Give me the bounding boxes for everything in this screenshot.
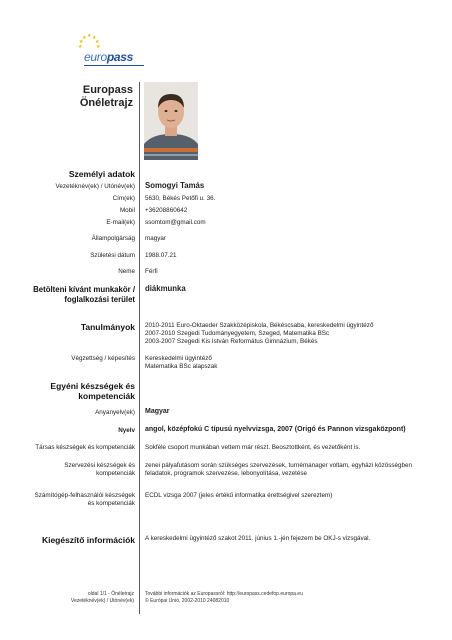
email-value[interactable]: ssomtom@gmail.com	[145, 219, 206, 226]
birth-label: Születési dátum	[90, 252, 135, 259]
org-skills-value: zenei pályafutásom során szükséges szervezések, turnémanager voltam, egyházi közösségben feladatok, programok szervezése, lebonyolítása, vezetése	[145, 462, 413, 477]
address-value: 5630, Békés Petőfi u. 36.	[145, 195, 216, 202]
qualification-list: Kereskedelmi ügyintéző Matematika BSc alapszak	[145, 355, 218, 370]
org-skills-label: Szervezési készségek és kompetenciák	[64, 462, 135, 477]
document-title: Europass Önéletrajz	[79, 84, 133, 109]
language-label: Nyelv	[118, 427, 135, 434]
mobile-label: Mobil	[119, 207, 135, 214]
name-label: Vezetéknév(ek) / Utónév(ek)	[55, 183, 135, 190]
nationality-label: Állampolgárság	[91, 235, 135, 242]
it-skills-label: Számítógép-felhasználói készségek és kompetenciák	[34, 492, 135, 507]
europass-logo	[78, 34, 148, 68]
gender-value: Férfi	[145, 268, 158, 275]
address-label: Cím(ek)	[112, 195, 135, 202]
mother-tongue-value: Magyar	[145, 408, 170, 415]
desired-job-value: diákmunka	[145, 284, 186, 293]
language-value: angol, középfokú C típusú nyelvvizsga, 2007 (Origó és Pannon vizsgaközpont)	[145, 426, 406, 433]
logo-underline	[84, 65, 144, 66]
gender-label: Neme	[118, 268, 135, 275]
social-skills-value: Sokféle csoport munkában vettem már részt. Beosztottként, és vezetőként is.	[145, 444, 361, 451]
birth-value: 1988.07.21	[145, 252, 177, 259]
extra-info-label: Kiegészítő információk	[41, 535, 135, 545]
mother-tongue-label: Anyanyelv(ek)	[95, 409, 135, 416]
education-heading: Tanulmányok	[80, 322, 135, 332]
desired-job-label: Betölteni kívánt munkakör / foglalkozási terület	[33, 285, 135, 304]
name-value: Somogyi Tamás	[145, 181, 205, 190]
extra-info-value: A kereskedelmi ügyintéző szakot 2011. június 1.-jén fejezem be OKJ-s vizsgával.	[145, 535, 371, 542]
footer-copyright: További információk az Europassról: http://europass.cedefop.europa.eu © Európai Unió, 2002-2010 24082010	[145, 591, 303, 604]
logo-wordmark: europass	[84, 50, 133, 64]
eu-stars-icon: ★ ★ ★ ★ ★ ★ ★	[78, 33, 101, 50]
social-skills-label: Társas készségek és kompetenciák	[35, 444, 135, 451]
nationality-value: magyar	[145, 235, 166, 242]
mobile-value: +36208860642	[145, 207, 188, 214]
education-item: 2010-2011 Euro-Oktaeder Szakközépiskola, Békéscsaba, kereskedelmi ügyintéző	[145, 322, 374, 329]
column-divider	[139, 82, 140, 614]
email-label: E-mail(ek)	[106, 219, 135, 226]
profile-photo	[144, 82, 198, 160]
footer-page-info: oldal 1/1 - Önéletrajz Vezetéknév(ek) / Utónév(ek)	[70, 591, 134, 604]
it-skills-value: ECDL vizsga 2007 (jeles értékű informatika érettségivel szereztem)	[145, 492, 333, 499]
personal-heading: Személyi adatok	[68, 169, 135, 179]
education-item: 2007-2010 Szegedi Tudományegyetem, Szeged, Matematika BSc	[145, 330, 330, 337]
skills-heading: Egyéni készségek és kompetenciák	[50, 381, 135, 401]
education-item: 2003-2007 Szegedi Kis István Református Gimnázium, Békés	[145, 338, 318, 345]
qualification-label: Végzettség / képesítés	[71, 355, 135, 362]
education-list	[145, 322, 373, 346]
